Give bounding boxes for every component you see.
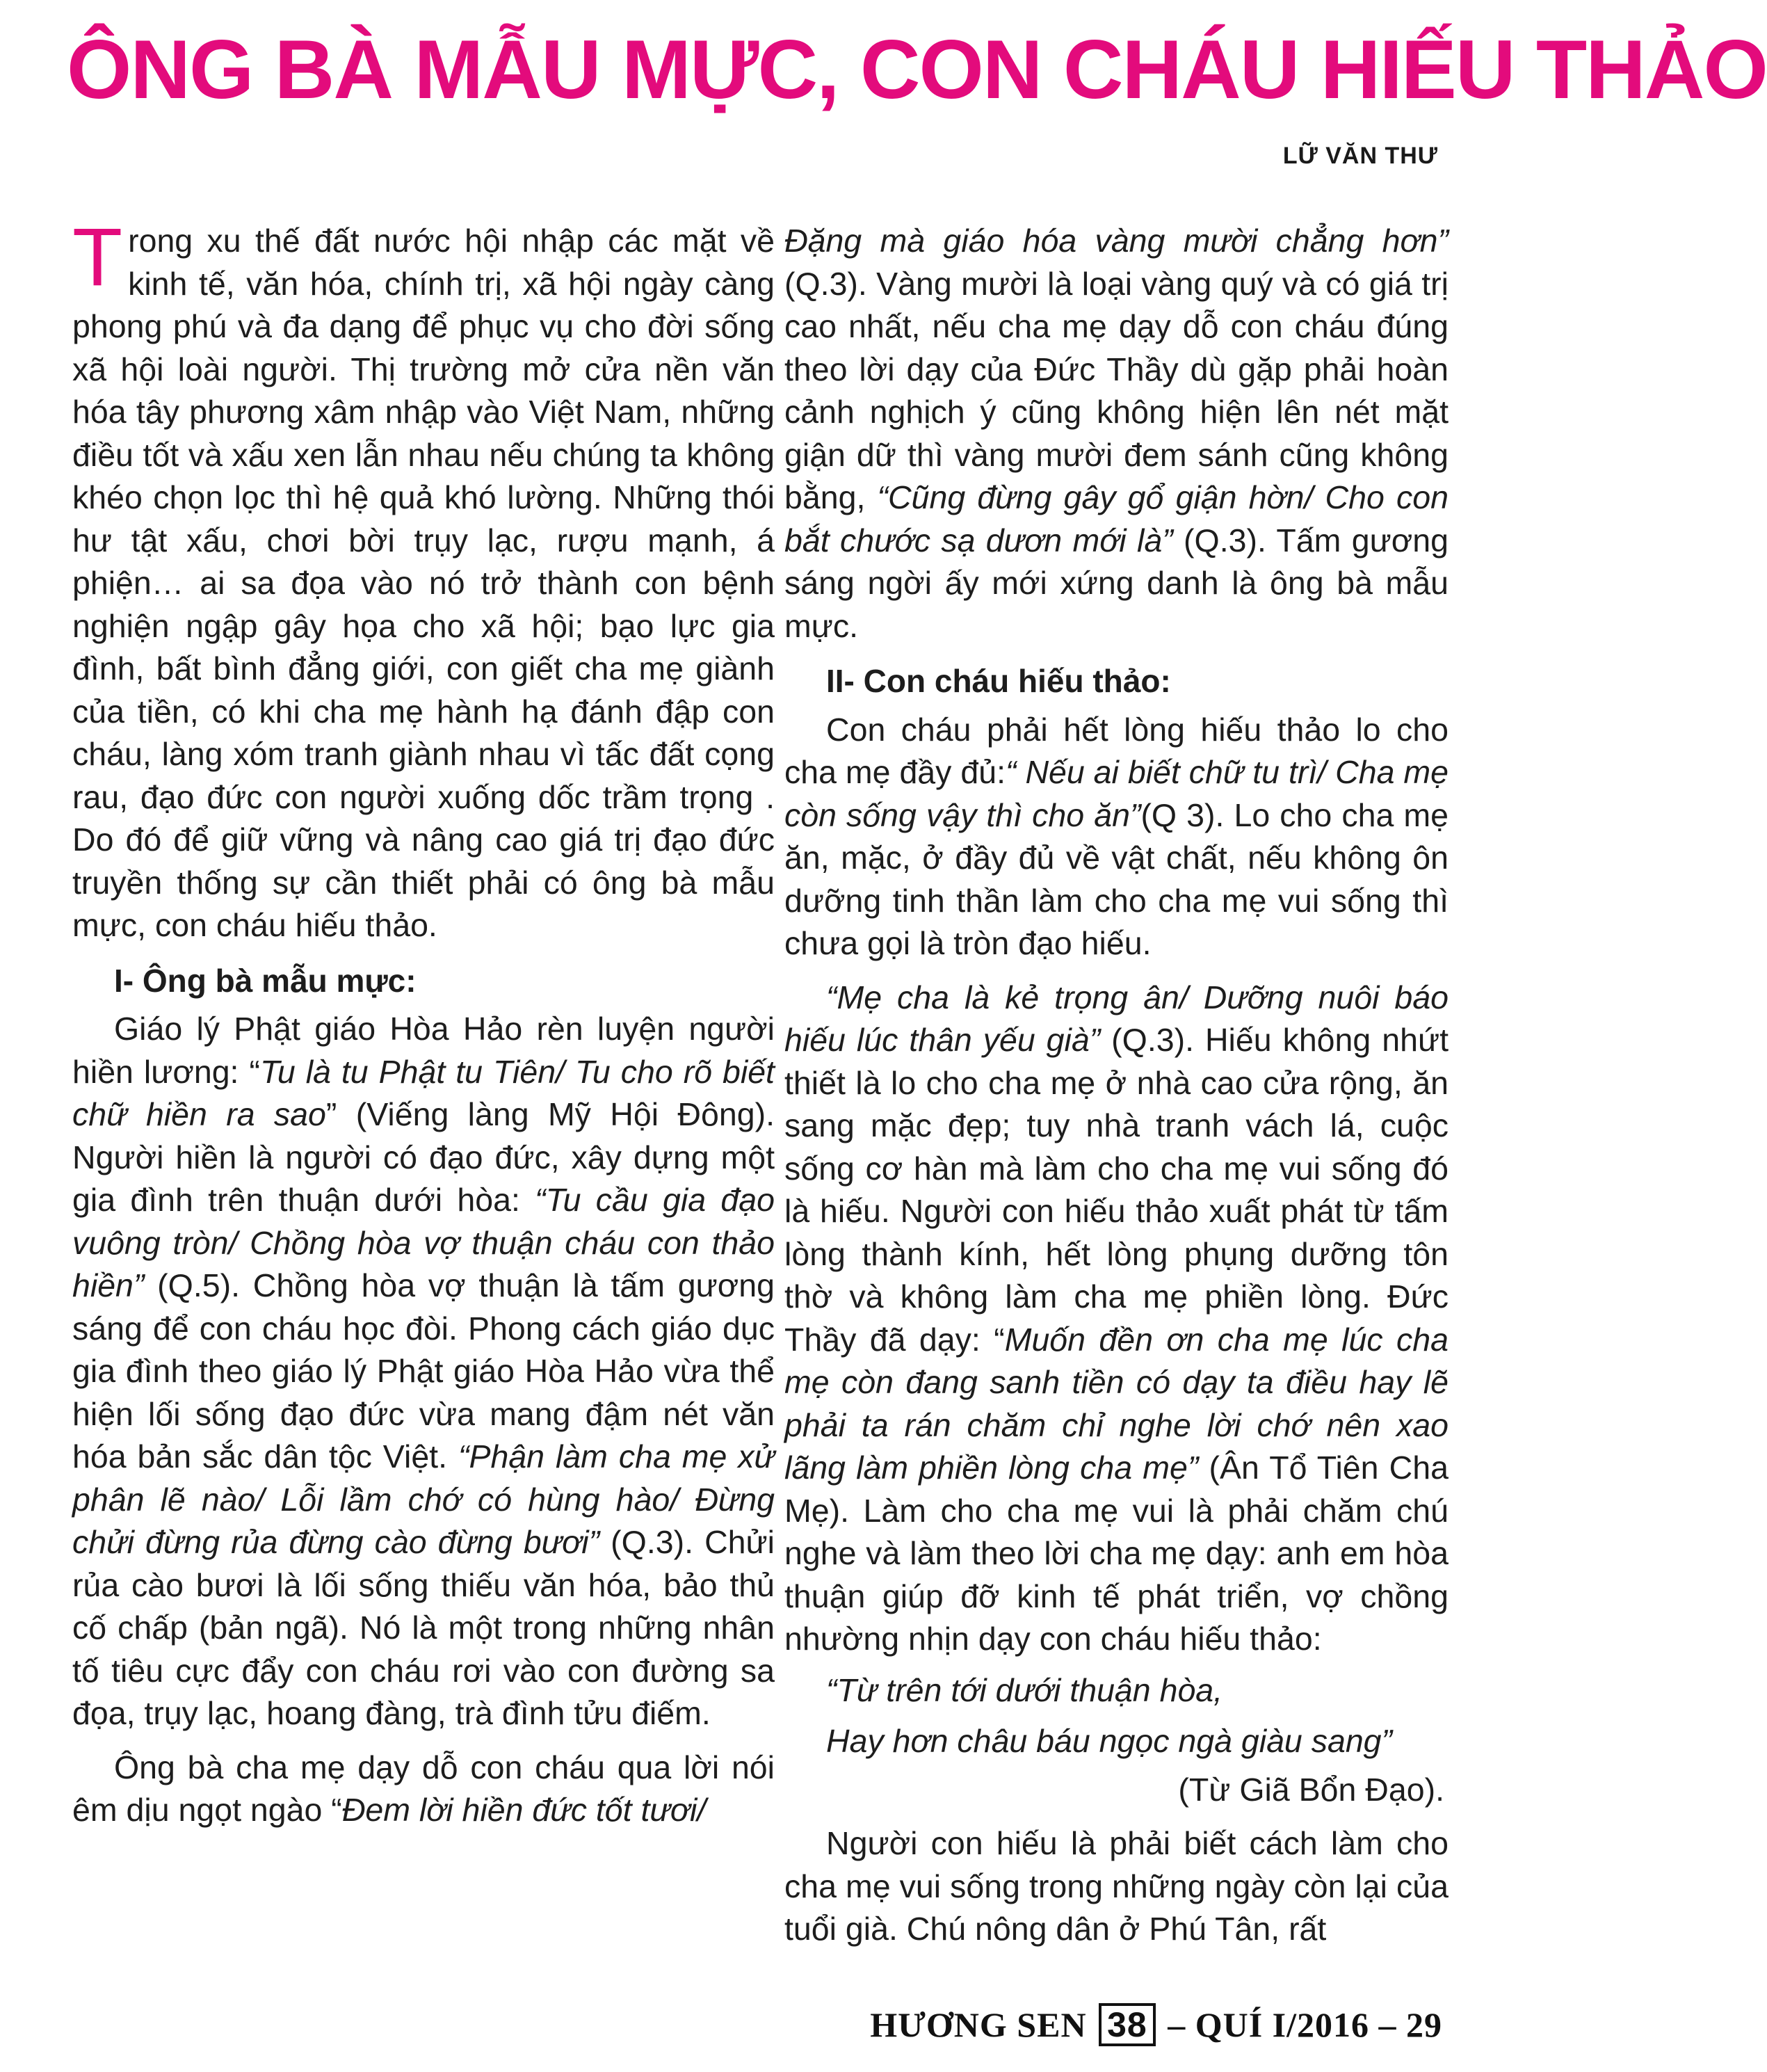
quote: “Mẹ cha là kẻ trọng ân/ Dưỡng nuôi báo hiếu lúc thân yếu già”: [784, 979, 1449, 1058]
drop-cap: T: [72, 211, 123, 303]
paragraph: Người con hiếu là phải biết cách làm cho cha mẹ vui sống trong những ngày còn lại của tuổi già. Chú nông dân ở Phú Tân, rất: [784, 1825, 1449, 1947]
text-run: (Q.3). Chửi rủa cào bươi là lối sống thiếu văn hóa, bảo thủ cố chấp (bản ngã). Nó là một trong những nhân tố tiêu cực đẩy con cháu rơi vào con đường sa đọa, trụy lạc, hoang đàng, trà đình tửu điếm.: [72, 1524, 775, 1731]
paragraph: [784, 977, 1449, 1661]
text-run: (Q.3). Vàng mười là loại vàng quý và có giá trị cao nhất, nếu cha mẹ dạy dỗ con cháu đúng theo lời dạy của Đức Thầy dù gặp phải hoàn cảnh nghịch ý cũng không hiện lên nét mặt giận dữ thì vàng mười đem sánh cũng không bằng,: [784, 265, 1449, 515]
quote: Đặng mà giáo hóa vàng mười chẳng hơn”: [784, 223, 1449, 259]
text-run: Giáo lý Phật giáo Hòa Hảo rèn luyện người hiền lương: “: [72, 1011, 775, 1090]
section-heading-2: II- Con cháu hiếu thảo:: [826, 663, 1171, 699]
magazine-name: HƯƠNG SEN: [870, 2005, 1087, 2044]
quote: “ Nếu ai biết chữ tu trì/ Cha mẹ còn sống vậy thì cho ăn”: [784, 754, 1449, 833]
text-run: (Q.3). Tấm gương sáng ngời ấy mới xứng danh là ông bà mẫu mực.: [784, 522, 1449, 644]
page-footer: [870, 2003, 1442, 2046]
verse-line-2: Hay hơn châu báu ngọc ngà giàu sang”: [826, 1723, 1393, 1759]
paragraph: [784, 220, 1449, 648]
article-author: LỮ VĂN THƯ: [1282, 143, 1438, 169]
intro-paragraph: [72, 211, 775, 947]
text-run: Con cháu phải hết lòng hiếu thảo lo cho cha mẹ đầy đủ:: [784, 711, 1449, 790]
text-run: (Q.5). Chồng hòa vợ thuận là tấm gương sáng để con cháu học đòi. Phong cách giáo dục gia đình theo giáo lý Phật giáo Hòa Hảo vừa thể hiện lối sống đạo đức vừa mang đậm nét văn hóa bản sắc dân tộc Việt.: [72, 1267, 775, 1475]
quote: Đem lời hiền đức tốt tươi/: [341, 1792, 707, 1828]
text-run: (Ân Tổ Tiên Cha Mẹ). Làm cho cha mẹ vui là phải chăm chú nghe và làm theo lời cha mẹ dạy: anh em hòa thuận giúp đỡ kinh tế phát triển, vợ chồng nhường nhịn dạy con cháu hiếu thảo:: [784, 1449, 1449, 1657]
issue-label: – QUÍ I/2016 –: [1168, 2005, 1397, 2044]
left-column: [72, 211, 775, 1945]
text-run: Ông bà cha mẹ dạy dỗ con cháu qua lời nói êm dịu ngọt ngào “: [72, 1749, 775, 1828]
quote: “Cũng đừng gây gổ giận hờn/ Cho con bắt chước sạ dươn mới là”: [784, 479, 1449, 559]
paragraph: [72, 1008, 775, 1735]
paragraph: [784, 709, 1449, 965]
paragraph: [72, 1746, 775, 1832]
quote: Tu là tu Phật tu Tiên/ Tu cho rõ biết chữ hiền ra sao: [72, 1053, 775, 1132]
page-number: 29: [1406, 2005, 1442, 2044]
quote: “Phận làm cha mẹ xử phân lẽ nào/ Lỗi lầm chớ có hùng hào/ Đừng chửi đừng rủa đừng cào đừng bươi”: [72, 1438, 775, 1560]
quote: Muốn đền ơn cha mẹ lúc cha mẹ còn đang sanh tiền có dạy ta điều hay lẽ phải ta rán chăm chỉ nghe lời chớ nên xao lãng làm phiền lòng cha mẹ”: [784, 1321, 1449, 1486]
right-column: [784, 220, 1449, 1945]
article-title: ÔNG BÀ MẪU MỰC, CON CHÁU HIẾU THẢO: [67, 23, 1767, 116]
issue-number-box: 38: [1099, 2003, 1156, 2046]
section-heading-1: I- Ông bà mẫu mực:: [114, 962, 417, 999]
intro-text: rong xu thế đất nước hội nhập các mặt về kinh tế, văn hóa, chính trị, xã hội ngày càng phong phú và đa dạng để phục vụ cho đời sống xã hội loài người. Thị trường mở cửa nền văn hóa tây phương xâm nhập vào Việt Nam, những điều tốt và xấu xen lẫn nhau nếu chúng ta không khéo chọn lọc thì hệ quả khó lường. Những thói hư tật xấu, chơi bời trụy lạc, rượu mạnh, á phiện… ai sa đọa vào nó trở thành con bệnh nghiện ngập gây họa cho xã hội; bạo lực gia đình, bất bình đẳng giới, con giết cha mẹ giành của tiền, có khi cha mẹ hành hạ đánh đập con cháu, làng xóm tranh giành nhau vì tấc đất cọng rau, đạo đức con người xuống dốc trầm trọng . Do đó để giữ vững và nâng cao giá trị đạo đức truyền thống sự cần thiết phải có ông bà mẫu mực, con cháu hiếu thảo.: [72, 223, 775, 943]
verse-source: (Từ Giã Bổn Đạo).: [1178, 1771, 1444, 1808]
text-run: ” (Viếng làng Mỹ Hội Đông). Người hiền là người có đạo đức, xây dựng một gia đình trên thuận dưới hòa:: [72, 1096, 775, 1218]
verse-line-1: “Từ trên tới dưới thuận hòa,: [826, 1671, 1223, 1708]
text-run: (Q 3). Lo cho cha mẹ ăn, mặc, ở đầy đủ về vật chất, nếu không ôn dưỡng tinh thần làm cho cha mẹ vui sống thì chưa gọi là tròn đạo hiếu.: [784, 796, 1449, 961]
quote: “Tu cầu gia đạo vuông tròn/ Chồng hòa vợ thuận cháu con thảo hiền”: [72, 1182, 775, 1303]
text-run: (Q.3). Hiếu không nhứt thiết là lo cho cha mẹ ở nhà cao cửa rộng, ăn sang mặc đẹp; tuy nhà tranh vách lá, cuộc sống cơ hàn mà làm cho cha mẹ vui sống đó là hiếu. Người con hiếu thảo xuất phát từ tấm lòng thành kính, hết lòng phụng dưỡng tôn thờ và không làm cha mẹ phiền lòng. Đức Thầy đã dạy: “: [784, 1022, 1449, 1358]
